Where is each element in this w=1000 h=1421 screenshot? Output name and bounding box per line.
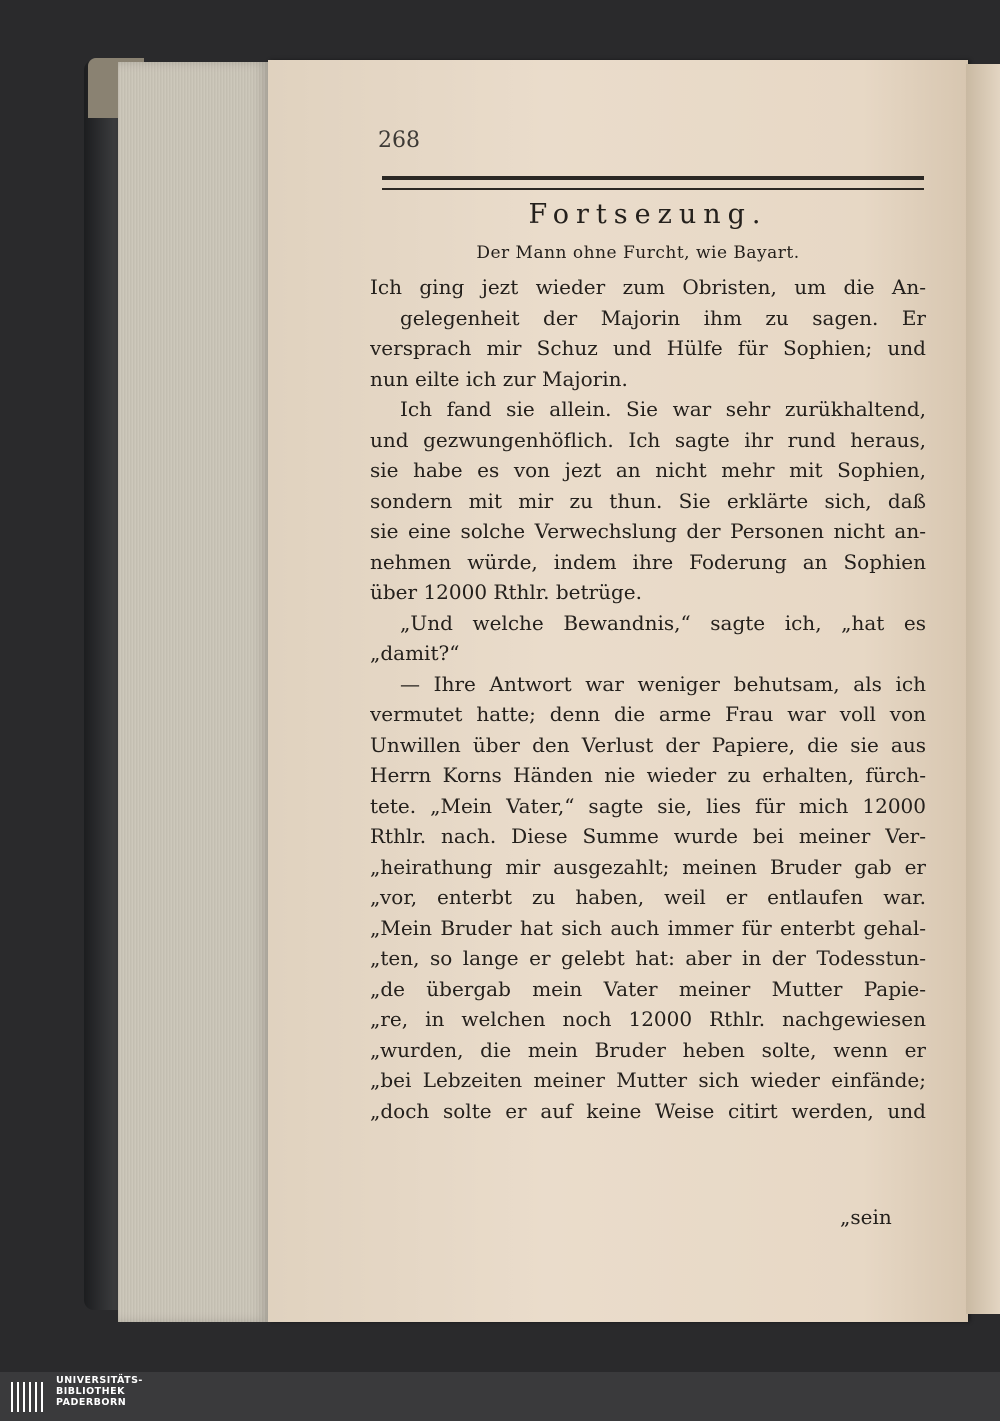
text-line: „wurden, die mein Bruder heben solte, wenn er xyxy=(370,1037,926,1062)
text-line: „vor, enterbt zu haben, weil er entlaufen war. xyxy=(370,885,926,909)
text-line: — Ihre Antwort war weniger behutsam, als ich xyxy=(400,671,926,696)
text-line: gelegenheit der Majorin ihm zu sagen. Er xyxy=(400,305,926,330)
chapter-subheading: Der Mann ohne Furcht, wie Bayart. xyxy=(476,243,800,263)
text-line: sie eine solche Verwechslung der Personen nicht an- xyxy=(370,519,926,543)
catchword: „sein xyxy=(840,1205,892,1229)
text-line: „re, in welchen noch 12000 Rthlr. nachgewiesen xyxy=(370,1007,926,1031)
text-line: Unwillen über den Verlust der Papiere, die sie aus xyxy=(370,732,926,757)
page-text xyxy=(370,196,926,1126)
text-line: „Und welche Bewandnis,“ sagte ich, „hat es xyxy=(400,610,926,635)
text-line: und gezwungenhöflich. Ich sagte ihr rund heraus, xyxy=(370,427,926,452)
text-line: versprach mir Schuz und Hülfe für Sophien; und xyxy=(370,336,926,360)
facing-page-edge xyxy=(966,64,1000,1314)
text-line: „heirathung mir ausgezahlt; meinen Bruder gab er xyxy=(370,854,926,879)
text-line: „Mein Bruder hat sich auch immer für enterbt gehal- xyxy=(370,915,926,940)
logo-line: BIBLIOTHEK xyxy=(56,1386,125,1397)
text-line: über 12000 Rthlr. betrüge. xyxy=(370,580,642,604)
text-line: Ich fand sie allein. Sie war sehr zurükhaltend, xyxy=(400,397,926,421)
chapter-heading: Fortsezung. xyxy=(528,199,768,230)
text-line: „damit?“ xyxy=(370,641,460,665)
text-line: sie habe es von jezt an nicht mehr mit Sophien, xyxy=(370,458,926,482)
text-line: „de übergab mein Vater meiner Mutter Papie- xyxy=(370,976,926,1001)
library-logo-icon xyxy=(6,1378,50,1416)
library-logo-text xyxy=(56,1375,143,1408)
body-text xyxy=(370,272,926,1126)
text-line: vermutet hatte; denn die arme Frau war voll von xyxy=(370,702,926,726)
text-line: tete. „Mein Vater,“ sagte sie, lies für mich 12000 xyxy=(370,793,926,818)
text-line: Ich ging jezt wieder zum Obristen, um die An- xyxy=(370,275,926,299)
text-line: Rthlr. nach. Diese Summe wurde bei meiner Ver- xyxy=(370,824,926,848)
text-line: „ten, so lange er gelebt hat: aber in der Todesstun- xyxy=(370,946,926,970)
text-line: „bei Lebzeiten meiner Mutter sich wieder einfände; xyxy=(370,1068,926,1092)
page-block-edge xyxy=(118,62,270,1322)
text-line: sondern mit mir zu thun. Sie erklärte sich, daß xyxy=(370,488,926,513)
text-line: nehmen würde, indem ihre Foderung an Sophien xyxy=(370,549,926,574)
logo-line: UNIVERSITÄTS- xyxy=(56,1375,143,1386)
text-line: Herrn Korns Händen nie wieder zu erhalten, fürch- xyxy=(370,763,926,787)
text-line: „doch solte er auf keine Weise citirt werden, und xyxy=(370,1098,926,1123)
page-number: 268 xyxy=(378,128,420,153)
text-line: nun eilte ich zur Majorin. xyxy=(370,366,628,391)
library-footer-bar xyxy=(0,1372,1000,1421)
header-rule xyxy=(382,176,924,190)
logo-line: PADERBORN xyxy=(56,1397,127,1408)
